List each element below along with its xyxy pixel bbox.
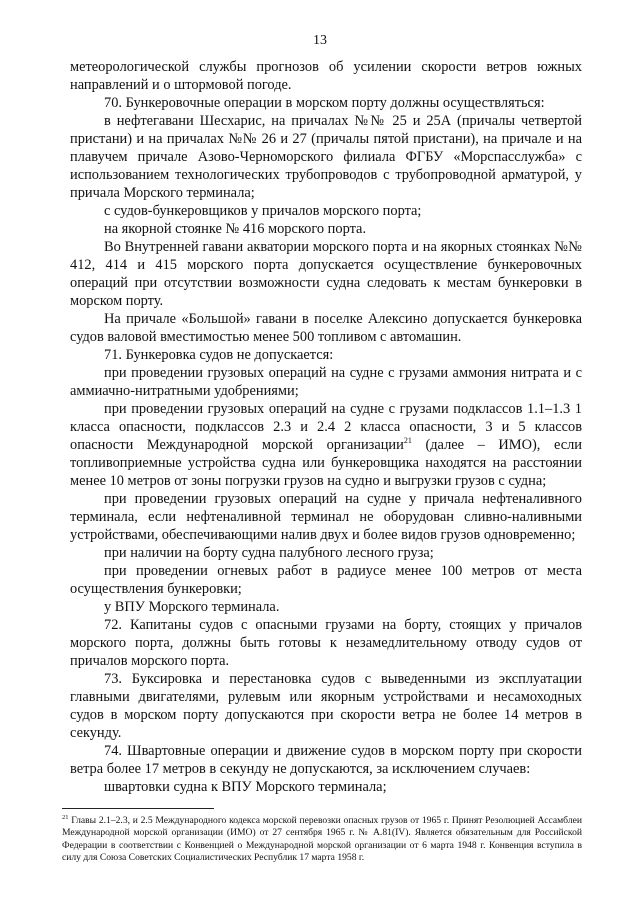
paragraph: у ВПУ Морского терминала. bbox=[104, 599, 280, 615]
footnote-marker: 21 bbox=[62, 813, 69, 821]
paragraph: метеорологической службы прогнозов об усилении скорости ветров южных направлений и о штормовой погоде. bbox=[70, 59, 582, 93]
paragraph: На причале «Большой» гавани в поселке Алексино допускается бункеровка судов валовой вместимостью менее 500 топливом с автомашин. bbox=[70, 311, 582, 345]
footnote-reference[interactable]: 21 bbox=[403, 436, 412, 446]
paragraph: на якорной стоянке № 416 морского порта. bbox=[104, 221, 367, 237]
paragraph: в нефтегавани Шесхарис, на причалах №№ 25 и 25А (причалы четвертой пристани) и на причалах №№ 26 и 27 (причалы пятой пристани), на причале и на плавучем причале Азово-Черноморского филиала ФГБУ «Морспасслужба» с использованием технологических трубопроводов с трубопроводной арматурой, у причала Морского терминала; bbox=[70, 113, 582, 201]
paragraph: 71. Бункеровка судов не допускается: bbox=[104, 347, 334, 363]
body-text bbox=[70, 58, 582, 796]
footnote-separator bbox=[62, 808, 214, 809]
footnote bbox=[62, 815, 582, 865]
page-number: 13 bbox=[313, 33, 327, 48]
paragraph: при наличии на борту судна палубного лесного груза; bbox=[104, 545, 434, 561]
paragraph: с судов-бункеровщиков у причалов морского порта; bbox=[104, 203, 422, 219]
paragraph-text: при проведении грузовых операций на судне с грузами подклассов 1.1–1.3 1 класса опасности, подклассов 2.3 и 2.4 2 класса опасности, 3 и 5 классов опасности Международной морской организации bbox=[70, 401, 582, 453]
paragraph: Во Внутренней гавани акватории морского порта и на якорных стоянках №№ 412, 414 и 415 морского порта допускается осуществление бункеровочных операций при отсутствии возможности судна следовать к местам бункеровки в морском порту. bbox=[70, 239, 582, 309]
paragraph-text-continued: (далее – ИМО), если топливоприемные устройства судна или бункеровщика находятся на расстоянии менее 10 метров от зоны погрузки грузов на судно и выгрузки грузов с судна; bbox=[70, 437, 582, 489]
footnote-text: Главы 2.1–2.3, и 2.5 Международного кодекса морской перевозки опасных грузов от 1965 г. Принят Резолюцией Ассамблеи Международной морской организации (ИМО) от 27 сентября 1965 г. № A.81(IV). Является обязательным для Российской Федерации в соответствии с Конвенцией о Международной морской организации от 6 марта 1948 г. Конвенция вступила в силу для Союза Советских Социалистических Республик 17 марта 1958 г. bbox=[62, 815, 582, 864]
paragraph: при проведении огневых работ в радиусе менее 100 метров от места осуществления бункеровки; bbox=[70, 563, 582, 597]
paragraph: при проведении грузовых операций на судне с грузами аммония нитрата и с аммиачно-нитратными удобрениями; bbox=[70, 365, 582, 399]
paragraph: 73. Буксировка и перестановка судов с выведенными из эксплуатации главными двигателями, рулевым или якорным устройствами и несамоходных судов в морском порту допускаются при скорости ветра не более 14 метров в секунду. bbox=[70, 671, 582, 741]
paragraph: швартовки судна к ВПУ Морского терминала; bbox=[104, 779, 387, 795]
paragraph: при проведении грузовых операций на судне у причала нефтеналивного терминала, если нефтеналивной терминал не оборудован сливно-наливными устройствами, обеспечивающими налив двух и более видов грузов одновременно; bbox=[70, 491, 582, 543]
paragraph: 70. Бункеровочные операции в морском порту должны осуществляться: bbox=[104, 95, 545, 111]
paragraph: 72. Капитаны судов с опасными грузами на борту, стоящих у причалов морского порта, должны быть готовы к незамедлительному отводу судов от причалов морского порта. bbox=[70, 617, 582, 669]
paragraph: 74. Швартовные операции и движение судов в морском порту при скорости ветра более 17 метров в секунду не допускаются, за исключением случаев: bbox=[70, 743, 582, 777]
paragraph-with-footnote-ref bbox=[70, 400, 582, 490]
